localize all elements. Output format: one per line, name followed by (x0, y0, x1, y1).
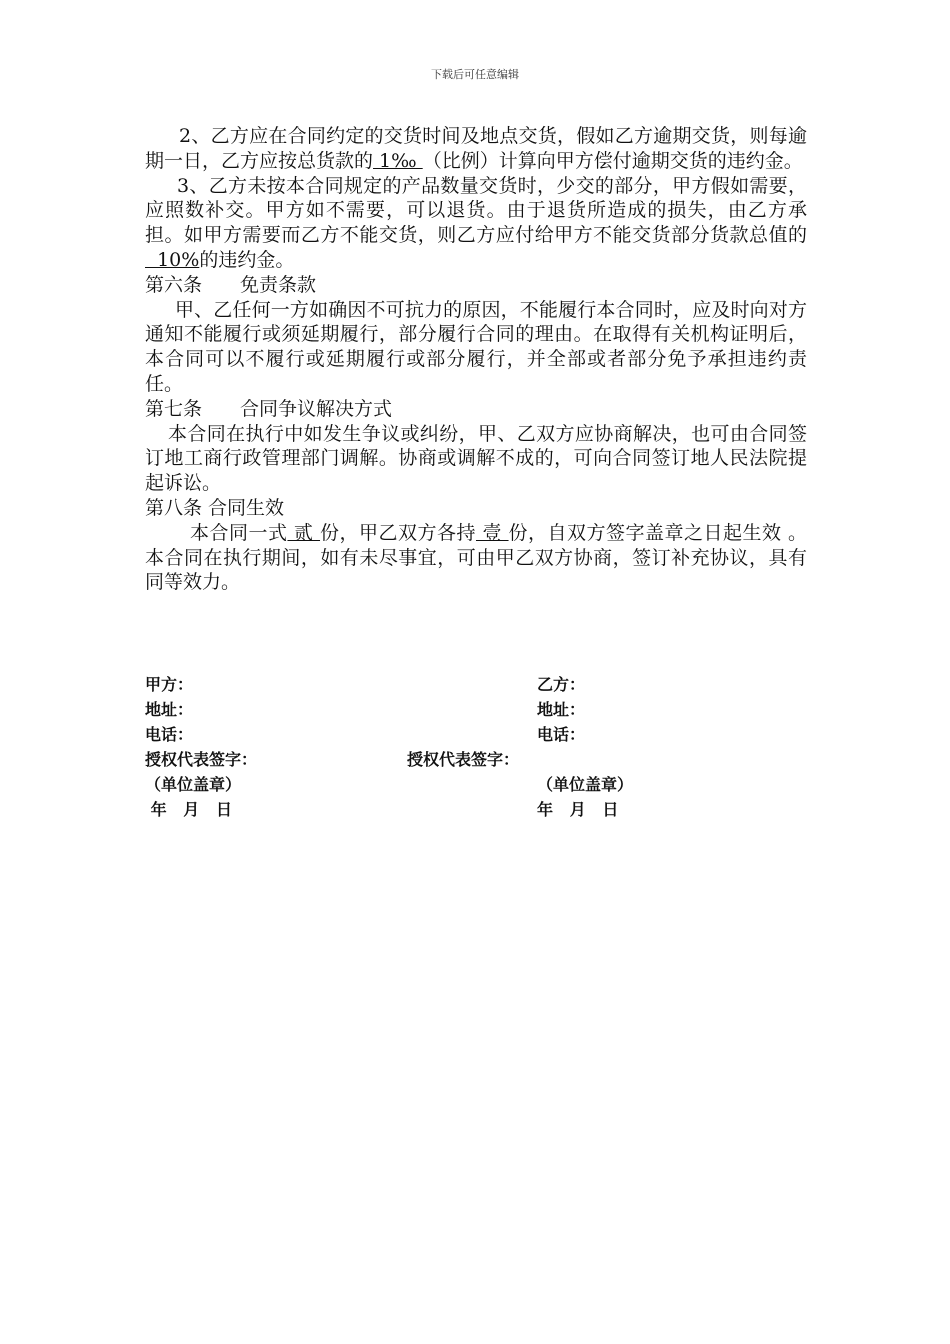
clause7-heading: 第七条 合同争议解决方式 (145, 397, 393, 420)
clause5-p3-text-a: 3、乙方未按本合同规定的产品数量交货时，少交的部分，甲方假如需要，应照数补交。甲方如不需要，可以退货。由于退货所造成的损失，由乙方承担。如甲方需要而乙方不能交货，则乙方应付给甲方不能交货部分货款总值的 (145, 174, 807, 247)
party-b-representative: 授权代表签字： (407, 750, 520, 769)
clause5-p2-text-b: （比例）计算向甲方偿付逾期交货的违约金。 (422, 149, 803, 172)
clause8-text-c: 份，自双方签字盖章之日起生效 。本合同在执行期间，如有未尽事宜，可由甲乙双方协商，签订补充协议，具有同等效力。 (145, 521, 807, 594)
party-b-date: 年 月 日 (537, 800, 619, 819)
clause5-p3-text-b: 的违约金。 (199, 248, 295, 271)
clause7-text: 本合同在执行中如发生争议或纠纷，甲、乙双方应协商解决，也可由合同签订地工商行政管理部门调解。协商或调解不成的，可向合同签订地人民法院提起诉讼。 (145, 422, 807, 495)
clause5-p2-text-a: 2、乙方应在合同约定的交货时间及地点交货，假如乙方逾期交货，则每逾期一日，乙方应按总货款的 (145, 125, 807, 172)
party-a-address: 地址： (145, 700, 194, 719)
party-b-phone: 电话： (537, 725, 586, 744)
clause6-heading: 第六条 免责条款 (145, 273, 317, 296)
party-a-phone: 电话： (145, 725, 194, 744)
late-delivery-rate: 1‰ (373, 149, 423, 172)
clause5-paragraph-3 (145, 174, 807, 273)
shortage-penalty-rate: 10% (145, 248, 200, 271)
copies-count: 贰 (287, 521, 321, 544)
party-b-seal: （单位盖章） (537, 775, 634, 794)
clause8-heading: 第八条 合同生效 (145, 496, 285, 519)
party-a-date: 年 月 日 (145, 800, 232, 819)
copies-each: 壹 (475, 521, 509, 544)
party-b-label: 乙方： (537, 675, 586, 694)
party-b-address: 地址： (537, 700, 586, 719)
clause8-text-a: 本合同一式 (190, 521, 288, 544)
party-a-label: 甲方： (145, 675, 194, 694)
contract-body (145, 124, 807, 595)
clause5-paragraph-2 (145, 124, 807, 174)
clause6-text: 甲、乙任何一方如确因不可抗力的原因，不能履行本合同时，应及时向对方通知不能履行或须延期履行，部分履行合同的理由。在取得有关机构证明后，本合同可以不履行或延期履行或部分履行，并全部或者部分免予承担违约责任。 (145, 298, 807, 395)
clause8-text (145, 521, 807, 595)
page-header: 下载后可任意编辑 (431, 68, 519, 81)
party-a-representative: 授权代表签字： (145, 750, 258, 769)
clause8-text-b: 份，甲乙双方各持 (320, 521, 476, 544)
party-a-seal: （单位盖章） (145, 775, 242, 794)
